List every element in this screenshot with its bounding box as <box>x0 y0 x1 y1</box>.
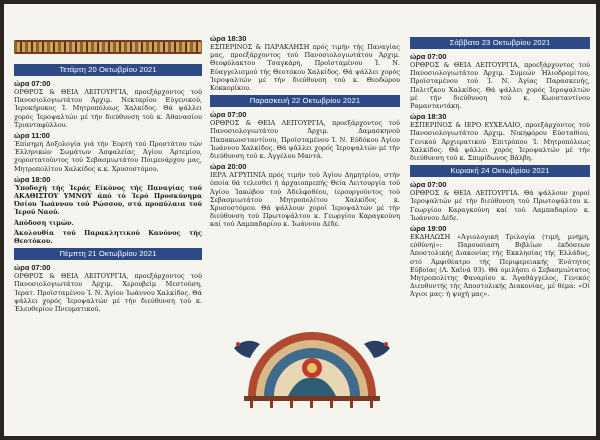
event-time: ώρα 07:00 <box>210 110 247 120</box>
brochure-page <box>4 4 596 436</box>
event-time: ώρα 19:00 <box>410 224 447 234</box>
event-time: ώρα 07:00 <box>14 263 51 273</box>
event-time: ώρα 18:00 <box>14 174 51 184</box>
event-text: ΟΡΘΡΟΣ & ΘΕΙΑ ΛΕΙΤΟΥΡΓΙΑ, προεξάρχοντος τού Πανοσιολογιωτάτου Άρχιμ. Χερουβείμ Μεστούση, Ίερατ. Προϊσταμένου Ί. Ν. Άγίου Ίωάννου Χαλκίδος. Θά ψάλλει χορός Ίεροψαλτών μέ τήν διεύθυνση τού κ. Έλευθερίου Πνευματικού. <box>14 272 202 314</box>
day-header-wednesday: Τετάρτη 20 Οκτωβρίου 2021 <box>14 64 202 76</box>
event-time: ώρα 07:00 <box>14 79 51 88</box>
event-time: ώρα 11:00 <box>14 131 50 141</box>
column-left <box>14 4 202 436</box>
day-header-thursday: Πέμπτη 21 Οκτωβρίου 2021 <box>14 248 202 260</box>
ornament-band <box>14 40 202 54</box>
event-text: ΟΡΘΡΟΣ & ΘΕΙΑ ΛΕΙΤΟΥΡΓΙΑ, προεξάρχοντος τού Πανοσιολογιωτάτου Άρχιμ. Συμεών Ήλιοδρομίτου, Προϊσταμένου τού Ί. Ν. Άγίας Παρασκευής, Πολιτζκου Χαλκίδος. Θά ψάλλει χορός Ίεροψαλτών μέ τήν διεύθυνση τού κ. Κωνσταντίνου Ραμανταντάκη. <box>410 61 590 111</box>
event-text-bold: Ύποδοχή τής Ίεράς Είκόνος τής Παναγίας τού ΑΚΑΘΙΣΤΟΥ ΥΜΝΟΥ άπό τό Ίερό Προσκύνημα Όσίου Ίωάννου τού Ρώσσου, στά προπύλαια τού Ίερού Ναού. <box>14 183 202 217</box>
event-text: ΟΡΘΡΟΣ & ΘΕΙΑ ΛΕΙΤΟΥΡΓΙΑ, προεξάρχοντος τού Πανοσιολογιωτάτου Άρχιμ. Νεκταρίου Εύγενικού, Ίεροκήρυκος Ί. Μητροπόλεως Χαλκίδος. Θά ψάλλει χορός Ίεροψαλτών μέ τήν διεύθυνση τού κ. Άθανασίου Τριανταφύλλου. <box>14 88 202 129</box>
event-time: ώρα 18:30 <box>410 112 447 122</box>
day-header-saturday: Σάββατο 23 Οκτωβρίου 2021 <box>410 37 590 49</box>
event-text: ΟΡΘΡΟΣ & ΘΕΙΑ ΛΕΙΤΟΥΡΓΙΑ. Θά ψάλλουν χοροί Ίεροψαλτών μέ τήν διεύθυνση τού Πρωτοψάλτου κ. Γεωργίου Καραγκούνη καί τού Λαμπαδαρίου κ. Ίωάννου Δέδε. <box>410 189 590 222</box>
event-time: ώρα 18:30 <box>210 34 247 43</box>
day-header-friday: Παρασκευή 22 Οκτωβρίου 2021 <box>210 95 400 107</box>
event-text: Έπίσημη Δοξολογία γιά τήν Έορτή τού Προστάτου τών Έλληνικών Σωμάτων Άσφαλείας Άγίου Άρτεμίου, χοροστατούντος τού Σεβασμιωτάτου Ποιμενάρχου μας, Μητροπολίτου Χαλκίδος κ.κ. Χρυσοστόμου. <box>14 140 202 173</box>
event-time: ώρα 07:00 <box>410 52 447 61</box>
event-text: ΟΡΘΡΟΣ & ΘΕΙΑ ΛΕΙΤΟΥΡΓΙΑ, προεξάρχοντος τού Πανοσιολογιωτάτου Άρχιμ. Δαμασκηνού Παπακωνσταντίνου, Προϊσταμένου Ί. Ν. Εύδόκου Άγίου Ίωάννου Χαλκίδος. Θά ψάλλει χορός Ίεροψαλτών μέ τήν διεύθυνση τού κ. Άγγέλου Μαντά. <box>210 119 400 161</box>
day-header-sunday: Κυριακή 24 Οκτωβρίου 2021 <box>410 165 590 177</box>
event-text: ΙΕΡΑ ΑΓΡΥΠΝΙΑ πρός τιμήν τού Άγίου Δημητρίου, στήν όποία θά τελεσθεί ή άρχαιοπρεπής Θεία Λειτουργία τού Άγίου Ίακώβου τού Άδελφοθέου, ίερουργούντος τού Σεβασμιωτάτου Μητροπολίτου Χαλκίδος κ. Χρυσοστόμου. Θά ψάλλουν χοροί Ίεροψαλτών μέ τήν διεύθυνση τού Πρωτοψάλτου κ. Γεωργίου Καραγκούνη καί τού Λαμπαδαρίου κ. Ίωάννου Δέδε. <box>210 171 400 229</box>
column-middle <box>210 4 400 436</box>
column-right <box>410 4 590 436</box>
peacock-emblem <box>228 306 396 410</box>
event-text: ΕΣΠΕΡΙΝΟΣ & ΙΕΡΟ ΕΥΧΕΛΑΙΟ, προεξάρχοντος τού Πανοσιολογιωτάτου Άρχιμ. Νικηφόρου Εύσταθίου, Γενικού Άρχιερατικού Έπιτρόπου Ί. Μητροπόλεως Χαλκίδος. Θά ψάλλει χορός Ίεροψαλτών μέ τήν διεύθυνση τού κ. Σπυρίδωνος Βάλβη. <box>410 121 590 163</box>
event-text: ΕΣΠΕΡΙΝΟΣ & ΠΑΡΑΚΛΗΣΗ πρός τιμήν τής Παναγίας μας, προεξάρχοντος τού Πανοσιολογιωτάτου Άρχιμ. Θεοφύλακτου Τσαγκάρη, Προϊσταμένου Ί. Ν. Εύαγγελισμού τής Θεοτόκου Χαλκίδος. Θά ψάλλει χορός Ίεροψαλτών μέ τήν διεύθυνση τού κ. Θεοδώρου Κοκκορίκου. <box>210 43 400 93</box>
event-time: ώρα 20:00 <box>210 162 247 172</box>
event-text-bold: Άπόδοση τιμών. <box>14 218 74 227</box>
event-text-bold: Άκολουθία τού Παρακλητικού Κανόνος τής Θεοτόκου. <box>14 228 202 246</box>
event-time: ώρα 07:00 <box>410 180 447 190</box>
event-text: ΕΚΔΗΛΩΣΗ «Άγιολογική Τριλογία (τιμή, μνήμη, εύθύνη)»: Παρουσίαση Βιβλίων έκδόσεων Άποστολικής Διακονίας τής Έκκλησίας τής Έλλάδος, στό Άμφιθέατρο τής Περιφερειακής Ένότητος Εύβοίας (Λ. Χαϊνά 93). Θά όμιλήσει ό Σεβασμιώτατος Μητροπολίτης Φαναρίου κ. Άγαθάγγελος, Γενικός Διευθυντής τής Άποστολικής Διακονίας, μέ θέμα: «Οί Άγιοι μας: ή ψυχή μας». <box>410 233 590 299</box>
